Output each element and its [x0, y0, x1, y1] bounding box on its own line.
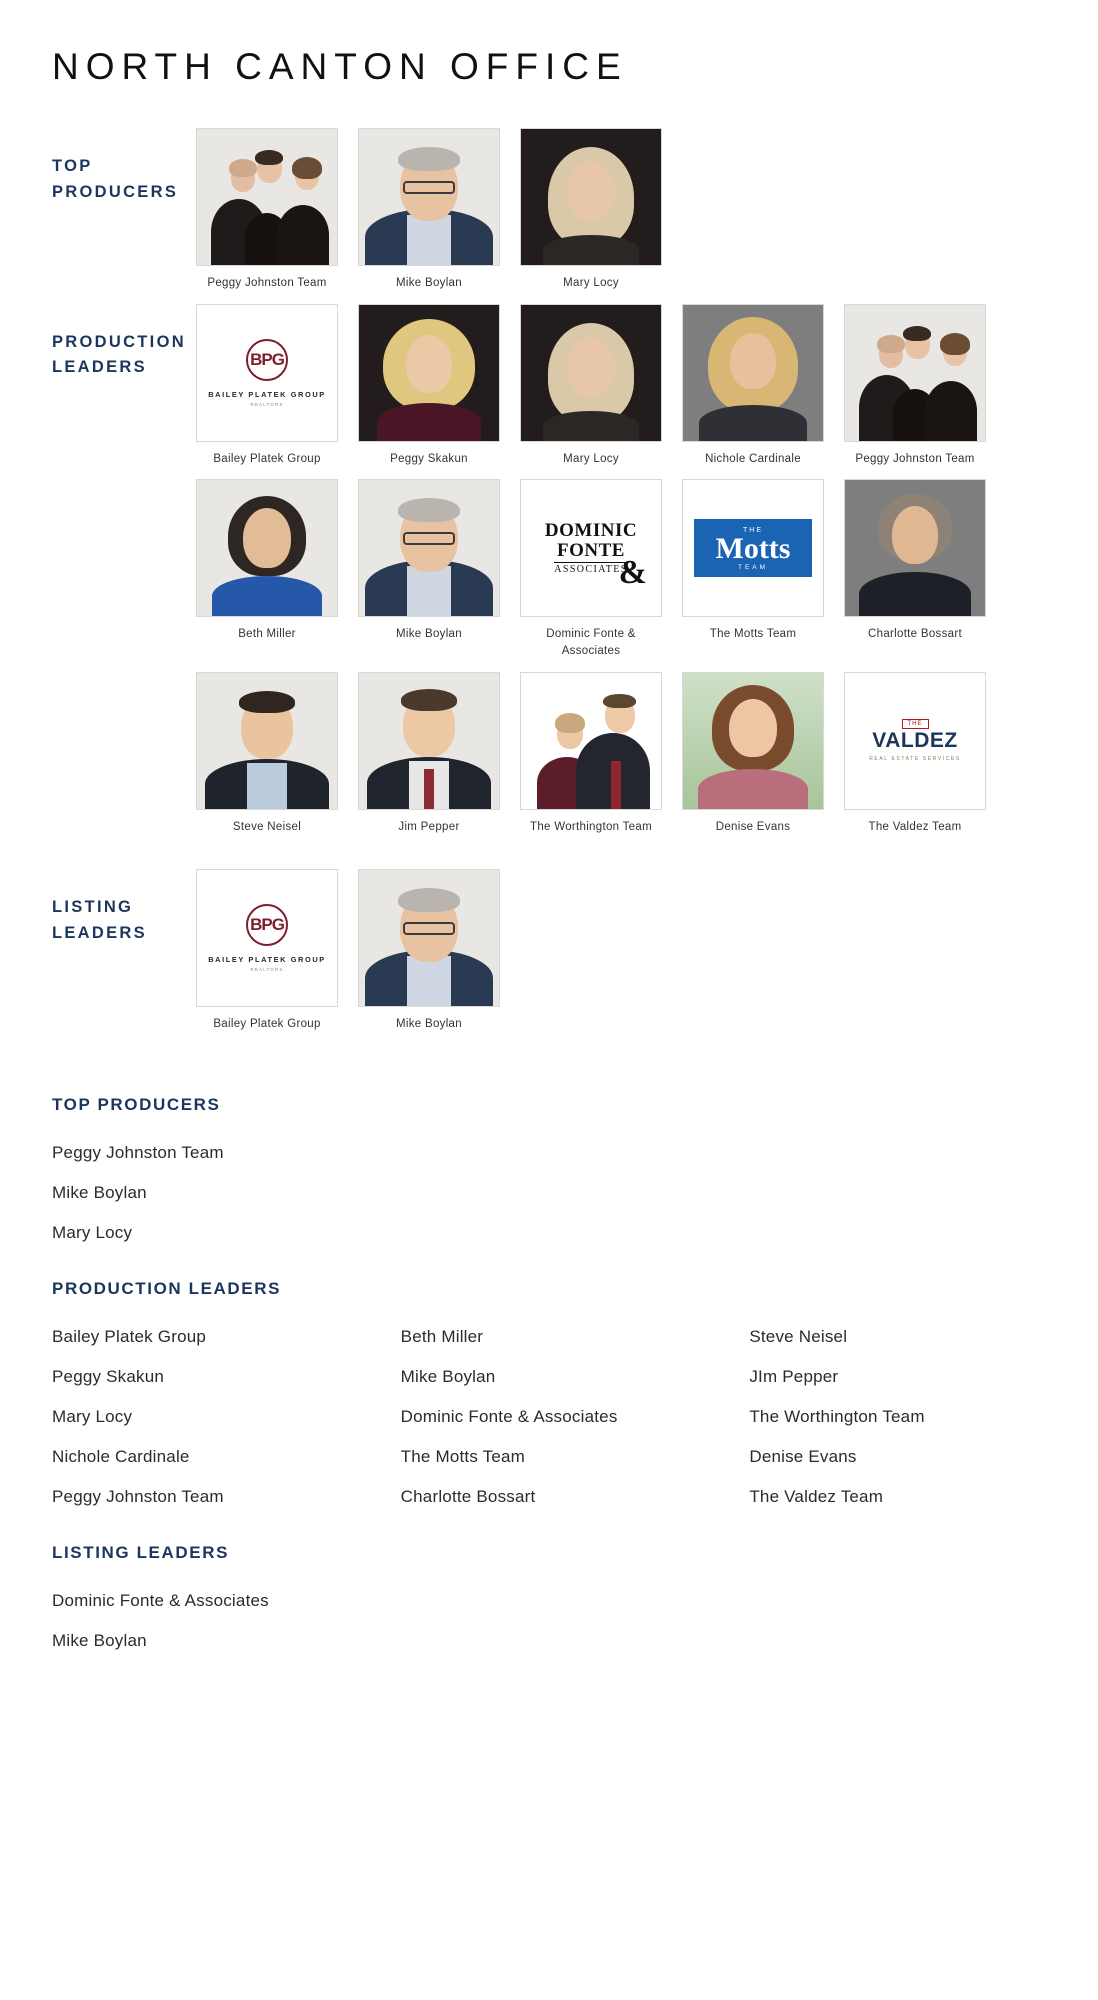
row-label-line-2: LEADERS	[52, 358, 147, 377]
card-caption: Mike Boylan	[396, 628, 462, 641]
card-beth-miller[interactable]	[196, 467, 338, 659]
list-item: Mike Boylan	[400, 1367, 496, 1387]
card-bailey-platek-group-2[interactable]	[196, 857, 338, 1033]
card-caption: Steve Neisel	[232, 820, 302, 833]
card-steve-neisel[interactable]	[196, 660, 338, 836]
bpg-logo-sub: REALTORS	[250, 967, 284, 973]
list-item: The Valdez Team	[749, 1487, 884, 1507]
listing-columns-production-leaders	[52, 1317, 1098, 1517]
card-caption: Denise Evans	[715, 820, 791, 833]
valdez-logo-sub: REAL ESTATE SERVICES	[869, 756, 961, 763]
listing-heading-listing-leaders: LISTING LEADERS	[52, 1543, 230, 1563]
listing-column	[749, 1317, 1098, 1517]
list-item: Dominic Fonte & Associates	[52, 1591, 269, 1611]
listing-column	[52, 1581, 472, 1661]
list-item: Denise Evans	[749, 1447, 857, 1467]
list-item: Bailey Platek Group	[52, 1327, 207, 1347]
photo-motts-team-logo	[682, 479, 824, 617]
card-caption: Mary Locy	[563, 277, 619, 289]
card-dominic-fonte[interactable]	[520, 467, 662, 659]
photo-peggy-skakun	[358, 304, 500, 442]
photo-mary-locy	[520, 304, 662, 442]
photo-bailey-platek-group-logo	[196, 869, 338, 1007]
card-caption: Nichole Cardinale	[705, 452, 801, 465]
card-peggy-johnston-team[interactable]	[196, 116, 338, 292]
photo-bailey-platek-group-logo	[196, 304, 338, 442]
list-item: The Worthington Team	[749, 1407, 925, 1427]
gallery-row-top-producers	[0, 116, 1098, 292]
photo-jim-pepper	[358, 672, 500, 810]
photo-peggy-johnston-team	[196, 128, 338, 266]
listing-heading-top-producers: TOP PRODUCERS	[52, 1095, 221, 1115]
card-caption: Mike Boylan	[396, 1018, 462, 1031]
photo-beth-miller	[196, 479, 338, 617]
card-denise-evans[interactable]	[682, 660, 824, 836]
card-mike-boylan-3[interactable]	[358, 857, 500, 1033]
listing-columns-top-producers	[52, 1133, 1098, 1253]
photo-steve-neisel	[196, 672, 338, 810]
card-caption: Peggy Johnston Team	[855, 452, 975, 465]
photo-dominic-fonte-logo	[520, 479, 662, 617]
list-item: The Motts Team	[400, 1447, 526, 1467]
row-label-line-2: PRODUCERS	[52, 182, 179, 201]
list-item: Dominic Fonte & Associates	[400, 1407, 618, 1427]
bpg-logo-sub: REALTORS	[250, 401, 284, 407]
photo-peggy-johnston-team	[844, 304, 986, 442]
list-item: Peggy Skakun	[52, 1367, 165, 1387]
dominic-logo-line-1: DOMINIC	[544, 520, 638, 542]
valdez-logo-the: THE	[902, 719, 929, 729]
list-item: Peggy Johnston Team	[52, 1487, 224, 1507]
card-caption: Charlotte Bossart	[868, 628, 962, 641]
photo-worthington-team	[520, 672, 662, 810]
card-caption: Jim Pepper	[398, 820, 460, 833]
photo-nichole-cardinale	[682, 304, 824, 442]
photo-gallery	[0, 88, 1098, 1033]
card-mary-locy-1[interactable]	[520, 116, 662, 292]
card-caption: Peggy Skakun	[390, 452, 468, 465]
text-listings	[0, 1033, 1098, 1701]
listing-column	[401, 1317, 750, 1517]
row-label-line-1: LISTING	[52, 898, 134, 917]
list-item: Charlotte Bossart	[400, 1487, 536, 1507]
card-caption: Beth Miller	[238, 628, 296, 641]
row-label-top-producers	[0, 116, 196, 205]
card-peggy-johnston-team-2[interactable]	[844, 292, 986, 468]
card-caption: Mike Boylan	[396, 277, 462, 289]
card-mike-boylan-1[interactable]	[358, 116, 500, 292]
card-caption: Mary Locy	[563, 452, 619, 465]
row-label-listing-leaders	[0, 857, 196, 946]
row-cards	[196, 467, 1098, 659]
card-valdez-team[interactable]	[844, 660, 986, 836]
listing-heading-production-leaders: PRODUCTION LEADERS	[52, 1279, 282, 1299]
list-item: JIm Pepper	[749, 1367, 839, 1387]
row-label-production-leaders	[0, 292, 196, 381]
listing-column	[52, 1133, 402, 1253]
row-label-line-1: TOP	[52, 157, 93, 175]
card-jim-pepper[interactable]	[358, 660, 500, 836]
row-cards	[196, 660, 1098, 836]
card-caption: The Motts Team	[709, 628, 797, 641]
ampersand-icon: &	[618, 553, 647, 591]
list-item: Beth Miller	[400, 1327, 484, 1347]
gallery-row-production-leaders-3	[0, 660, 1098, 836]
motts-logo-the: THE	[743, 527, 763, 535]
dominic-logo-line-2: FONTE	[557, 539, 625, 561]
card-nichole-cardinale[interactable]	[682, 292, 824, 468]
photo-mike-boylan	[358, 479, 500, 617]
card-mike-boylan-2[interactable]	[358, 467, 500, 659]
card-motts-team[interactable]	[682, 467, 824, 659]
card-charlotte-bossart[interactable]	[844, 467, 986, 659]
bpg-monogram-icon: BPG	[246, 904, 288, 946]
row-label-line-1: PRODUCTION	[52, 332, 186, 351]
card-caption: The Worthington Team	[530, 820, 652, 833]
list-item: Nichole Cardinale	[52, 1447, 190, 1467]
card-mary-locy-2[interactable]	[520, 292, 662, 468]
card-caption: The Valdez Team	[868, 820, 962, 833]
photo-denise-evans	[682, 672, 824, 810]
listing-columns-listing-leaders	[52, 1581, 1098, 1661]
list-item: Mike Boylan	[52, 1631, 147, 1651]
motts-logo-name: Motts	[715, 532, 791, 566]
bpg-monogram-icon: BPG	[246, 339, 288, 381]
list-item: Mary Locy	[52, 1223, 133, 1243]
page-title: NORTH CANTON OFFICE	[52, 46, 628, 87]
row-label-line-2: LEADERS	[52, 923, 147, 942]
bpg-logo-name: BAILEY PLATEK GROUP	[208, 389, 326, 399]
card-caption: Bailey Platek Group	[213, 1018, 321, 1031]
listing-column	[52, 1317, 401, 1517]
card-worthington-team[interactable]	[520, 660, 662, 836]
gallery-row-production-leaders-2	[0, 467, 1098, 659]
photo-mary-locy	[520, 128, 662, 266]
card-caption: Dominic Fonte & Associates	[546, 628, 636, 658]
list-item: Peggy Johnston Team	[52, 1143, 224, 1163]
card-peggy-skakun[interactable]	[358, 292, 500, 468]
gallery-row-listing-leaders	[0, 857, 1098, 1033]
card-caption: Bailey Platek Group	[213, 452, 321, 465]
list-item: Mary Locy	[52, 1407, 133, 1427]
motts-logo-team: TEAM	[737, 564, 769, 572]
card-bailey-platek-group-1[interactable]	[196, 292, 338, 468]
row-cards	[196, 292, 1098, 468]
row-cards	[196, 116, 1098, 292]
list-item: Mike Boylan	[52, 1183, 147, 1203]
bpg-logo-name: BAILEY PLATEK GROUP	[208, 955, 326, 965]
gallery-row-production-leaders	[0, 292, 1098, 468]
photo-mike-boylan	[358, 869, 500, 1007]
list-item: Steve Neisel	[749, 1327, 848, 1347]
card-caption: Peggy Johnston Team	[207, 277, 327, 289]
row-cards	[196, 857, 1098, 1033]
photo-valdez-team-logo	[844, 672, 986, 810]
dominic-logo-line-3: ASSOCIATES	[554, 564, 628, 576]
photo-charlotte-bossart	[844, 479, 986, 617]
photo-mike-boylan	[358, 128, 500, 266]
valdez-logo-name: VALDEZ	[872, 729, 958, 753]
